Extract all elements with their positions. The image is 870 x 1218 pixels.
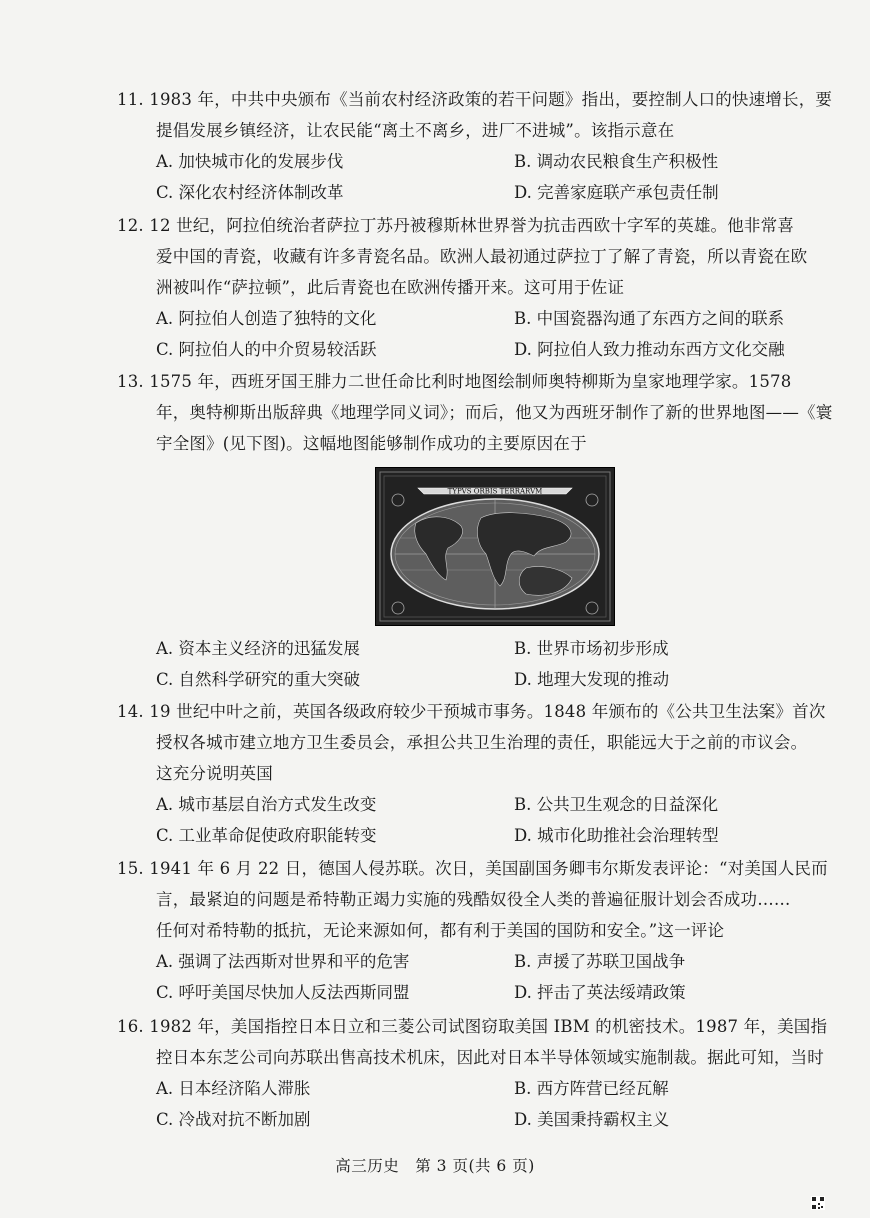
question-text: 宇全图》(见下图)。这幅地图能够制作成功的主要原因在于 bbox=[156, 434, 587, 453]
page-footer: 高三历史 第 3 页(共 6 页) bbox=[335, 1157, 535, 1175]
question-13 bbox=[117, 366, 833, 459]
option-d[interactable]: D. 地理大发现的推动 bbox=[514, 670, 670, 689]
question-text: 这充分说明英国 bbox=[156, 764, 273, 783]
option-row bbox=[130, 820, 830, 851]
question-15 bbox=[117, 853, 830, 1008]
option-a[interactable]: A. 城市基层自治方式发生改变 bbox=[156, 795, 377, 814]
option-c[interactable]: C. 深化农村经济体制改革 bbox=[156, 183, 344, 202]
option-a[interactable]: A. 强调了法西斯对世界和平的危害 bbox=[156, 952, 410, 971]
option-a[interactable]: A. 加快城市化的发展步伐 bbox=[156, 152, 344, 171]
option-row bbox=[130, 177, 830, 208]
option-d[interactable]: D. 美国秉持霸权主义 bbox=[514, 1110, 670, 1129]
question-text: 控日本东芝公司向苏联出售高技术机床，因此对日本半导体领域实施制裁。据此可知，当时 bbox=[156, 1048, 824, 1067]
question-text: 授权各城市建立地方卫生委员会，承担公共卫生治理的责任，职能远大于之前的市议会。 bbox=[156, 733, 808, 752]
option-row bbox=[130, 946, 830, 977]
option-c[interactable]: C. 呼吁美国尽快加人反法西斯同盟 bbox=[156, 983, 410, 1002]
option-c[interactable]: C. 阿拉伯人的中介贸易较活跃 bbox=[156, 340, 377, 359]
option-b[interactable]: B. 西方阵营已经瓦解 bbox=[514, 1079, 669, 1098]
option-b[interactable]: B. 中国瓷器沟通了东西方之间的联系 bbox=[514, 309, 785, 328]
question-11 bbox=[117, 84, 833, 208]
question-text: 年，奥特柳斯出版辞典《地理学同义词》；而后，他又为西班牙制作了新的世界地图——《寰 bbox=[156, 403, 833, 422]
question-text: 12. 12 世纪，阿拉伯统治者萨拉丁苏丹被穆斯林世界誉为抗击西欧十字军的英雄。他非常喜 bbox=[117, 216, 795, 235]
option-a[interactable]: A. 阿拉伯人创造了独特的文化 bbox=[156, 309, 377, 328]
option-c[interactable]: C. 自然科学研究的重大突破 bbox=[156, 670, 361, 689]
question-text: 11. 1983 年，中共中央颁布《当前农村经济政策的若干问题》指出，要控制人口的快速增长，要 bbox=[117, 90, 833, 109]
option-row bbox=[130, 334, 830, 365]
question-13-options bbox=[130, 633, 830, 695]
option-d[interactable]: D. 抨击了英法绥靖政策 bbox=[514, 983, 686, 1002]
question-text: 13. 1575 年，西班牙国王腓力二世任命比利时地图绘制师奥特柳斯为皇家地理学家。1578 bbox=[117, 372, 792, 391]
qr-code-icon bbox=[811, 1195, 825, 1209]
question-16 bbox=[117, 1011, 830, 1135]
question-text: 爱中国的青瓷，收藏有许多青瓷名品。欧洲人最初通过萨拉丁了解了青瓷，所以青瓷在欧 bbox=[156, 247, 808, 266]
map-title-text: TYPVS ORBIS TERRARVM bbox=[447, 487, 543, 496]
world-map-image bbox=[375, 467, 615, 626]
option-row bbox=[130, 1104, 830, 1135]
question-14 bbox=[117, 696, 830, 851]
question-text: 14. 19 世纪中叶之前，英国各级政府较少干预城市事务。1848 年颁布的《公共卫生法案》首次 bbox=[117, 702, 826, 721]
option-b[interactable]: B. 声援了苏联卫国战争 bbox=[514, 952, 686, 971]
option-b[interactable]: B. 公共卫生观念的日益深化 bbox=[514, 795, 719, 814]
option-d[interactable]: D. 阿拉伯人致力推动东西方文化交融 bbox=[514, 340, 785, 359]
world-map-svg bbox=[376, 468, 614, 625]
question-text: 16. 1982 年，美国指控日本日立和三菱公司试图窃取美国 IBM 的机密技术。1987 年，美国指 bbox=[117, 1017, 828, 1036]
question-12 bbox=[117, 210, 830, 365]
option-row bbox=[130, 977, 830, 1008]
question-text: 言，最紧迫的问题是希特勒正竭力实施的残酷奴役全人类的普遍征服计划会否成功…… bbox=[156, 890, 791, 909]
option-a[interactable]: A. 资本主义经济的迅猛发展 bbox=[156, 639, 360, 658]
option-c[interactable]: C. 冷战对抗不断加剧 bbox=[156, 1110, 311, 1129]
option-row bbox=[130, 146, 830, 177]
option-d[interactable]: D. 城市化助推社会治理转型 bbox=[514, 826, 719, 845]
option-row bbox=[130, 1073, 830, 1104]
option-b[interactable]: B. 调动农民粮食生产积极性 bbox=[514, 152, 719, 171]
question-text: 15. 1941 年 6 月 22 日，德国人侵苏联。次日，美国副国务卿韦尔斯发表评论：“对美国人民而 bbox=[117, 859, 828, 878]
question-text: 提倡发展乡镇经济，让农民能“离土不离乡，进厂不进城”。该指示意在 bbox=[156, 121, 675, 140]
option-row bbox=[130, 633, 830, 664]
option-row bbox=[130, 664, 830, 695]
question-text: 洲被叫作“萨拉顿”，此后青瓷也在欧洲传播开来。这可用于佐证 bbox=[156, 278, 625, 297]
option-row bbox=[130, 303, 830, 334]
option-b[interactable]: B. 世界市场初步形成 bbox=[514, 639, 669, 658]
option-a[interactable]: A. 日本经济陷人滞胀 bbox=[156, 1079, 311, 1098]
question-text: 任何对希特勒的抵抗，无论来源如何，都有利于美国的国防和安全。”这一评论 bbox=[156, 921, 725, 940]
option-row bbox=[130, 789, 830, 820]
option-d[interactable]: D. 完善家庭联产承包责任制 bbox=[514, 183, 719, 202]
option-c[interactable]: C. 工业革命促使政府职能转变 bbox=[156, 826, 377, 845]
